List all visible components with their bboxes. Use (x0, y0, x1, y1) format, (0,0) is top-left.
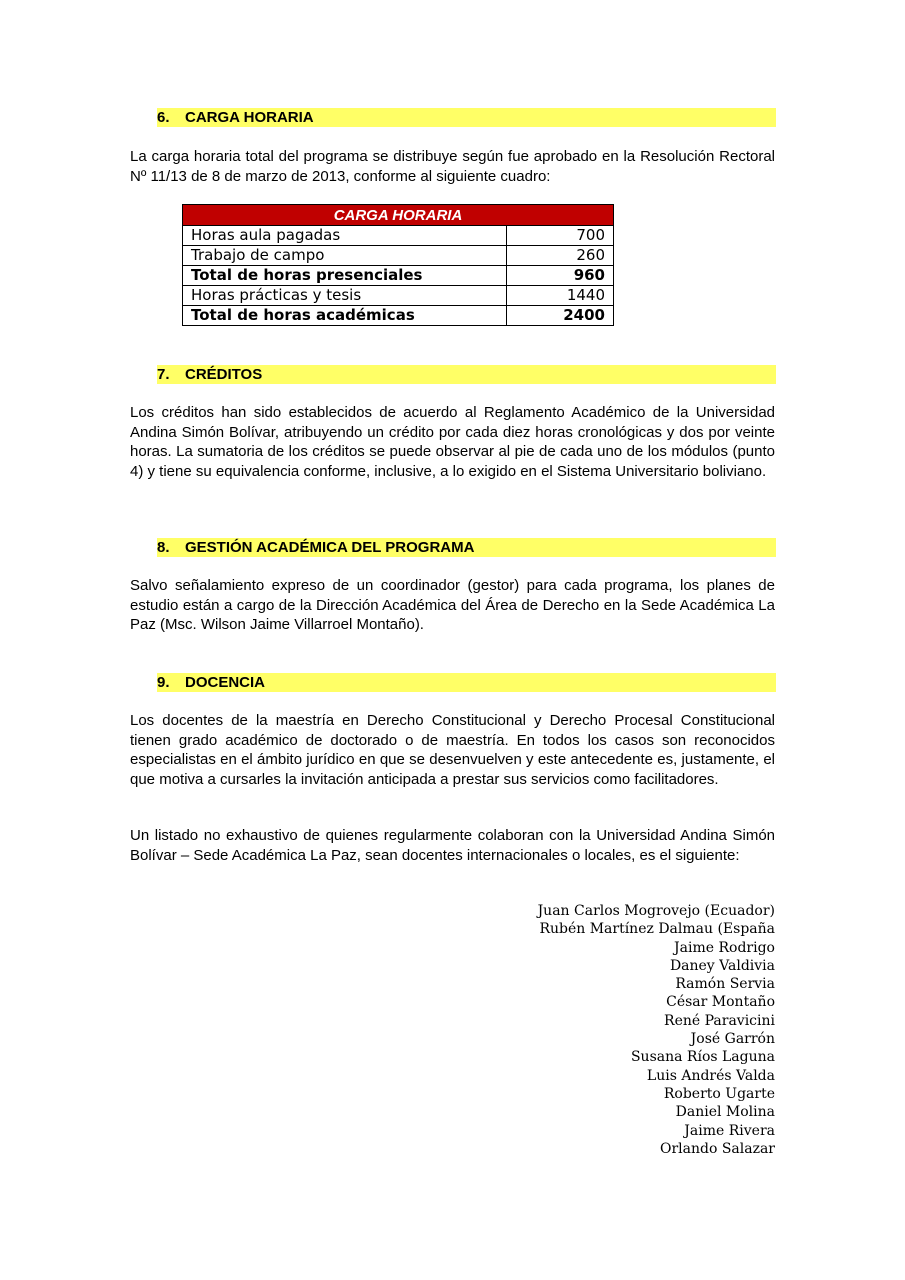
docente-name: José Garrón (690, 1031, 775, 1048)
table-cell-value: 1440 (507, 286, 614, 306)
section-heading-carga-horaria (157, 108, 776, 127)
table-cell-label: Total de horas presenciales (183, 266, 507, 286)
docente-name: Jaime Rivera (684, 1122, 775, 1139)
docente-name: Rubén Martínez Dalmau (España (539, 921, 775, 938)
section-heading-docencia (157, 673, 776, 692)
table-header: CARGA HORARIA (183, 205, 614, 226)
table-row (183, 226, 614, 246)
docente-name: René Paravicini (664, 1012, 775, 1029)
docente-name: Juan Carlos Mogrovejo (Ecuador) (537, 903, 775, 919)
docente-name: Daney Valdivia (669, 957, 775, 974)
table-cell-value: 2400 (507, 306, 614, 326)
section-heading-gestion (157, 538, 776, 557)
docencia-paragraph-1: Los docentes de la maestría en Derecho Constitucional y Derecho Procesal Constitucional tienen grado académico de doctorado o de maestría. En todos los casos son reconocidos especialistas en el ámbito jurídico en que se desenvuelven y este antecedente es, justamente, el que motiva a cursarles la invitación anticipada a prestar sus servicios como facilitadores. (130, 712, 775, 788)
docente-name: Jaime Rodrigo (674, 939, 775, 956)
docente-name: Roberto Ugarte (663, 1085, 775, 1102)
docente-name: Daniel Molina (675, 1104, 775, 1121)
section-heading-creditos (157, 365, 776, 384)
docente-name: Luis Andrés Valda (646, 1067, 775, 1084)
carga-horaria-table (182, 204, 614, 326)
section-number: 7. (157, 366, 170, 383)
docente-name: César Montaño (666, 994, 775, 1011)
gestion-paragraph: Salvo señalamiento expreso de un coordinador (gestor) para cada programa, los planes de estudio están a cargo de la Dirección Académica del Área de Derecho en la Sede Académica La Paz (Msc. Wilson Jaime Villarroel Montaño). (130, 577, 775, 633)
section-number: 6. (157, 109, 170, 126)
table-cell-label: Horas prácticas y tesis (183, 286, 507, 306)
docencia-paragraph-2: Un listado no exhaustivo de quienes regularmente colaboran con la Universidad Andina Simón Bolívar – Sede Académica La Paz, sean docentes internacionales o locales, es el siguiente: (130, 827, 775, 864)
table-row-total (183, 306, 614, 326)
table-cell-label: Horas aula pagadas (183, 226, 507, 246)
section-number: 8. (157, 539, 170, 556)
docente-name: Orlando Salazar (659, 1140, 775, 1157)
table-row (183, 246, 614, 266)
creditos-paragraph: Los créditos han sido establecidos de acuerdo al Reglamento Académico de la Universidad Andina Simón Bolívar, atribuyendo un crédito por cada diez horas cronológicas y dos por veinte horas. La sumatoria de los créditos se puede observar al pie de cada uno de los módulos (punto 4) y tiene su equivalencia conforme, inclusive, a lo exigido en el Sistema Universitario boliviano. (130, 404, 775, 480)
section-number: 9. (157, 674, 170, 691)
table-header-row (183, 205, 614, 226)
table-row (183, 286, 614, 306)
table-cell-value: 960 (507, 266, 614, 286)
docentes-list (538, 902, 775, 1158)
docente-name: Susana Ríos Laguna (630, 1049, 775, 1066)
table-row-total (183, 266, 614, 286)
table-cell-label: Trabajo de campo (183, 246, 507, 266)
section-title: GESTIÓN ACADÉMICA DEL PROGRAMA (185, 539, 475, 556)
section-title: DOCENCIA (185, 674, 266, 691)
section-title: CARGA HORARIA (185, 109, 314, 126)
table-cell-label: Total de horas académicas (183, 306, 507, 326)
table-cell-value: 700 (507, 226, 614, 246)
table-cell-value: 260 (507, 246, 614, 266)
carga-intro-paragraph: La carga horaria total del programa se distribuye según fue aprobado en la Resolución Rectoral Nº 11/13 de 8 de marzo de 2013, conforme al siguiente cuadro: (130, 148, 775, 185)
docente-name: Ramón Servia (675, 976, 775, 993)
section-title: CRÉDITOS (185, 366, 263, 383)
